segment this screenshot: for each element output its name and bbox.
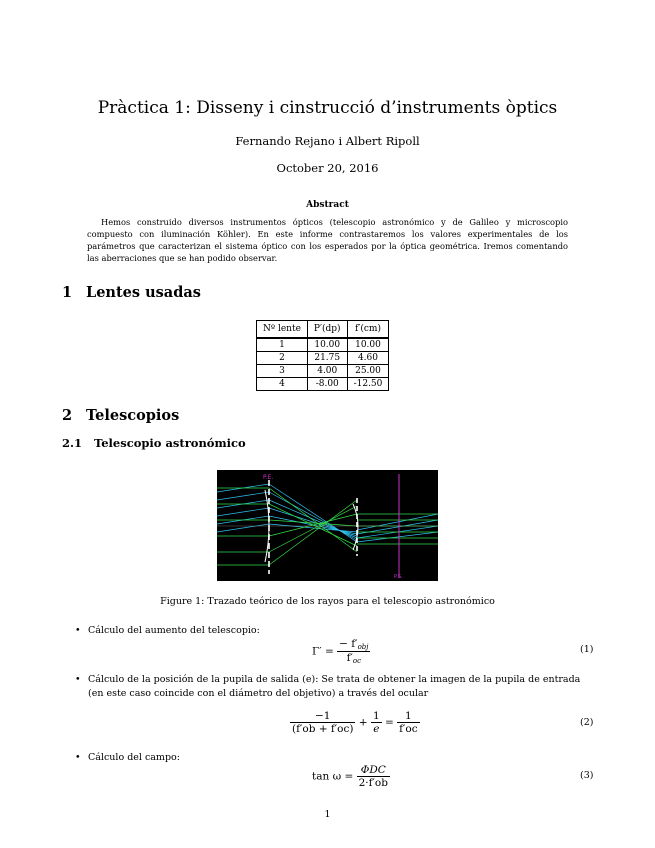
item-text: Cálculo del campo:	[88, 752, 180, 763]
paper-title: Pràctica 1: Disseny i cinstrucció d’instruments òptics	[97, 98, 558, 118]
col-header: P′(dp)	[307, 321, 347, 339]
date: October 20, 2016	[276, 161, 379, 175]
table-header-row	[257, 321, 389, 339]
section-2-heading	[62, 407, 179, 424]
eq1-denominator: f′	[346, 652, 353, 664]
entrance-pupil-label: P.E.	[263, 474, 274, 481]
equation-number: (2)	[580, 717, 594, 728]
table-cell: 4.60	[347, 352, 389, 365]
eq2-fraction-1	[290, 710, 355, 735]
section-number: 2	[62, 407, 73, 424]
abstract-text: Hemos construido diversos instrumentos ópticos (telescopio astronómico y de Galileo y microscopio compuesto con iluminación Köhler). En este informe contrastaremos los valores experimentales de los parámetros que caracterizan el sistema óptico con los esperados por la óptica geométrica. Iremos comentando las aberraciones que se han podido observar.	[87, 217, 568, 263]
eq3-lhs: tan ω =	[312, 770, 354, 783]
equation-3	[312, 764, 390, 789]
table-cell: 4.00	[307, 365, 347, 378]
item-text: Cálculo de la posición de la pupila de salida (e): Se trata de obtener la imagen de la pupila de entrada (en este caso coincide con el diámetro del objetivo) a través del ocular	[88, 674, 581, 699]
eq3-denominator: 2·f′ob	[358, 777, 388, 789]
subsection-title: Telescopio astronómico	[94, 436, 246, 450]
subsection-number: 2.1	[62, 436, 83, 450]
eq2-fraction-3	[397, 710, 419, 735]
equation-number: (3)	[580, 770, 594, 781]
bullet: •	[75, 625, 81, 636]
equation-2	[290, 710, 420, 735]
table-row	[257, 352, 389, 365]
eq3-numerator: ΦDC	[357, 764, 390, 777]
item-text: Cálculo del aumento del telescopio:	[88, 625, 260, 636]
col-header: Nº lente	[257, 321, 308, 339]
col-header: f′(cm)	[347, 321, 389, 339]
table-row	[257, 338, 389, 352]
eq1-numerator: − f′	[339, 638, 358, 650]
table-cell: 21.75	[307, 352, 347, 365]
table-cell: 4	[257, 378, 308, 391]
equation-1	[312, 638, 370, 665]
abstract-heading: Abstract	[306, 200, 349, 210]
eq2-den3: f′oc	[399, 723, 418, 735]
table-cell: 1	[257, 338, 308, 352]
section-title: Telescopios	[86, 407, 180, 424]
eq2-den2: e	[373, 723, 380, 735]
eq1-lhs: Γ′ =	[312, 645, 334, 658]
authors: Fernando Rejano i Albert Ripoll	[235, 134, 420, 148]
table-row	[257, 378, 389, 391]
table-cell: 10.00	[347, 338, 389, 352]
list-item	[75, 751, 590, 765]
bullet: •	[75, 674, 81, 685]
bullet: •	[75, 752, 81, 763]
table-cell: 3	[257, 365, 308, 378]
table-cell: 10.00	[307, 338, 347, 352]
list-item	[75, 673, 590, 701]
exit-pupil-label: P.S.	[394, 574, 403, 580]
eq2-fraction-2	[371, 710, 382, 735]
subsection-2-1-heading	[62, 436, 246, 450]
eq2-den1: (f′ob + f′oc)	[292, 723, 354, 735]
lens-table	[256, 320, 389, 391]
eq2-equals: =	[384, 716, 394, 729]
section-title: Lentes usadas	[86, 284, 201, 301]
eq1-den-sub: oc	[352, 657, 361, 665]
eq2-num1: −1	[290, 710, 355, 723]
ray-trace-diagram	[217, 470, 438, 581]
eq2-num2: 1	[372, 710, 380, 722]
table-cell: 25.00	[347, 365, 389, 378]
eq3-fraction	[357, 764, 390, 789]
table-cell: -12.50	[347, 378, 389, 391]
equation-number: (1)	[580, 644, 594, 655]
table-cell: -8.00	[307, 378, 347, 391]
list-item	[75, 624, 590, 638]
eq2-num3: 1	[397, 710, 419, 723]
ray-trace-figure	[217, 470, 438, 581]
eq1-fraction	[337, 638, 370, 665]
table-cell: 2	[257, 352, 308, 365]
section-1-heading	[62, 284, 201, 301]
figure-caption: Figure 1: Trazado teórico de los rayos para el telescopio astronómico	[160, 596, 495, 607]
eq1-num-sub: obj	[357, 643, 369, 651]
section-number: 1	[62, 284, 73, 301]
table-row	[257, 365, 389, 378]
page-number: 1	[324, 809, 331, 820]
eq2-plus: +	[358, 716, 368, 729]
